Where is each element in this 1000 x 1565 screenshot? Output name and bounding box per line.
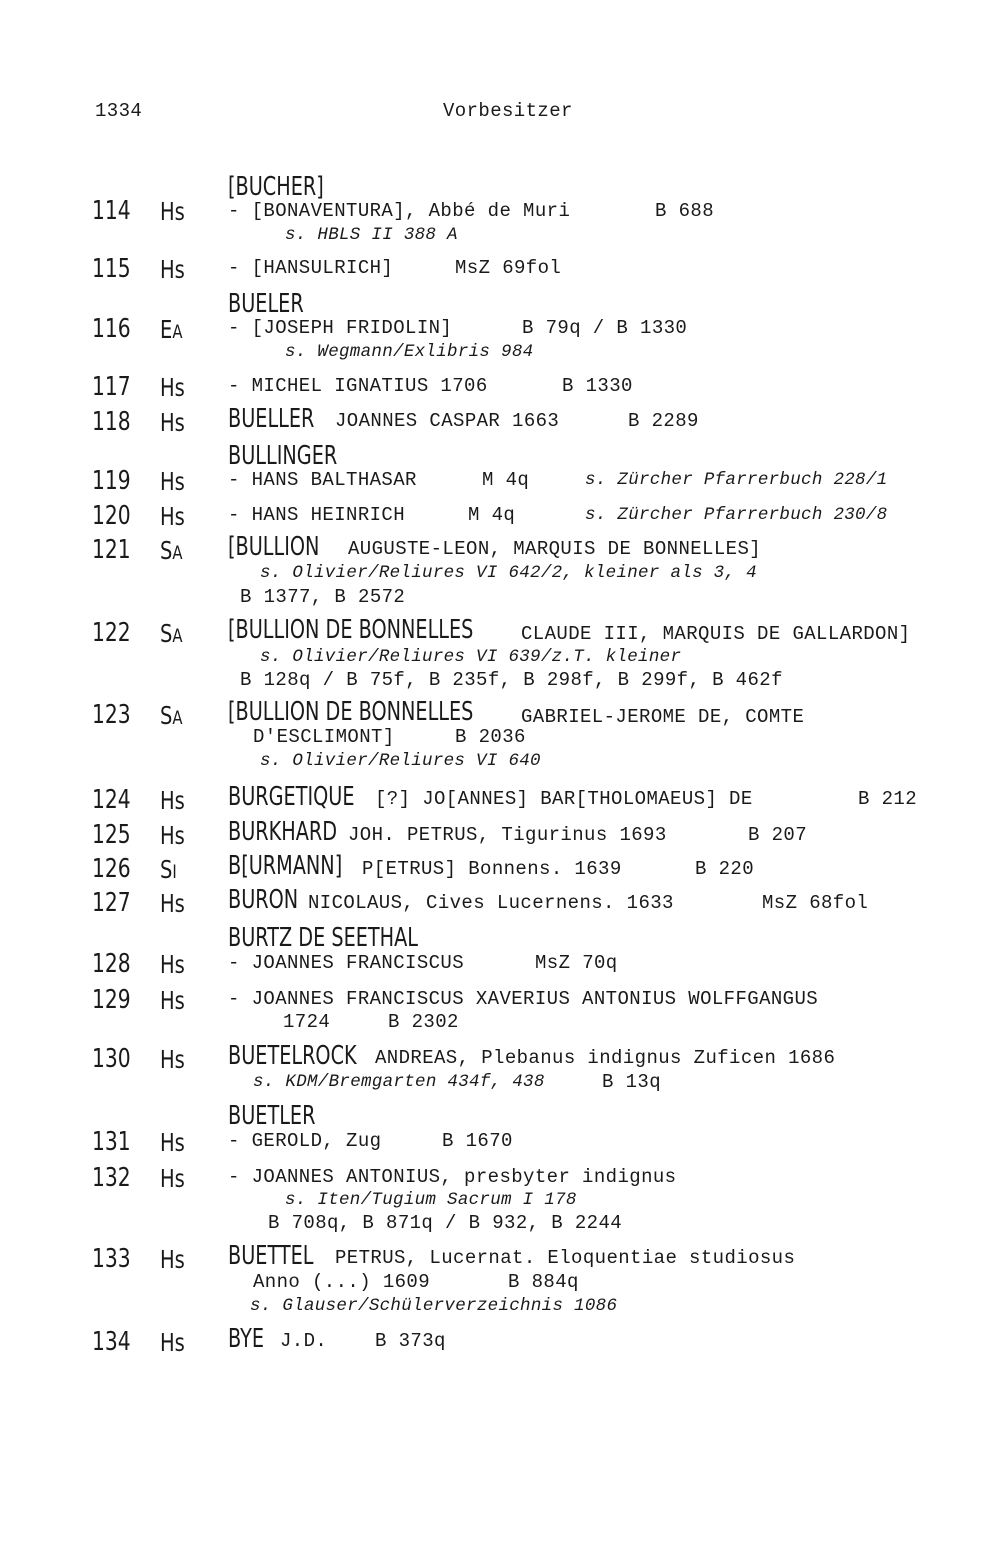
entry-text: J.D.: [280, 1330, 328, 1352]
entry-note: s. Olivier/Reliures VI 639/z.T. kleiner: [260, 647, 682, 667]
entry-kind: Hs: [160, 467, 185, 496]
entry-ref: B 207: [748, 824, 808, 846]
group-heading-bueler: BUELER: [228, 289, 304, 319]
entry-number: 129: [92, 985, 131, 1015]
entry-ref: MsZ 69fol: [455, 257, 562, 279]
entry-heading: BURON: [228, 885, 299, 915]
entry-number: 126: [92, 854, 131, 884]
entry-number: 133: [92, 1244, 131, 1274]
entry-ref: M 4q: [482, 469, 530, 491]
entry-heading: BYE: [228, 1324, 265, 1354]
entry-number: 121: [92, 535, 131, 565]
entry-number: 131: [92, 1127, 131, 1157]
entry-text-cont: Anno (...) 1609: [253, 1271, 431, 1293]
entry-text: AUGUSTE-LEON, MARQUIS DE BONNELLES]: [348, 538, 762, 560]
entry-text: NICOLAUS, Cives Lucernens. 1633: [308, 892, 674, 914]
entry-kind: Hs: [160, 197, 185, 226]
entry-number: 114: [92, 196, 131, 226]
entry-text: ANDREAS, Plebanus indignus Zuficen 1686: [375, 1047, 836, 1069]
entry-kind: Hs: [160, 1045, 185, 1074]
entry-number: 134: [92, 1327, 131, 1357]
entry-number: 117: [92, 372, 131, 402]
entry-note: s. Olivier/Reliures VI 642/2, kleiner als 3, 4: [260, 563, 757, 583]
entry-number: 115: [92, 254, 131, 284]
entry-number: 116: [92, 314, 131, 344]
entry-text: - HANS HEINRICH: [228, 504, 406, 526]
entry-text: CLAUDE III, MARQUIS DE GALLARDON]: [521, 623, 911, 645]
group-heading-buetler: BUETLER: [228, 1101, 316, 1131]
entry-note: s. Zürcher Pfarrerbuch 228/1: [585, 470, 888, 490]
entry-heading: BURGETIQUE: [228, 782, 355, 812]
entry-ref: B 79q / B 1330: [522, 317, 688, 339]
entry-kind: Hs: [160, 986, 185, 1015]
entry-text: - JOANNES ANTONIUS, presbyter indignus: [228, 1166, 677, 1188]
entry-heading: BUETELROCK: [228, 1041, 357, 1071]
entry-ref: B 884q: [508, 1271, 579, 1293]
page-number: 1334: [95, 100, 143, 122]
entry-ref: M 4q: [468, 504, 516, 526]
entry-ref: B 2302: [388, 1011, 459, 1033]
entry-text: - [JOSEPH FRIDOLIN]: [228, 317, 453, 339]
entry-text: JOH. PETRUS, Tigurinus 1693: [348, 824, 667, 846]
entry-ref: B 1377, B 2572: [240, 586, 406, 608]
entry-number: 123: [92, 700, 131, 730]
entry-kind: Hs: [160, 1164, 185, 1193]
entry-kind: Hs: [160, 373, 185, 402]
entry-text: - MICHEL IGNATIUS 1706: [228, 375, 488, 397]
entry-text: P[ETRUS] Bonnens. 1639: [362, 858, 622, 880]
entry-heading: BUETTEL: [228, 1241, 314, 1271]
entry-text: - JOANNES FRANCISCUS XAVERIUS ANTONIUS WOLFFGANGUS: [228, 988, 819, 1010]
entry-note: s. Olivier/Reliures VI 640: [260, 751, 541, 771]
entry-ref: B 220: [695, 858, 755, 880]
entry-ref: B 13q: [602, 1071, 662, 1093]
running-title: Vorbesitzer: [443, 100, 573, 122]
entry-heading: B[URMANN]: [228, 851, 343, 881]
entry-ref: B 688: [655, 200, 715, 222]
entry-kind: Hs: [160, 502, 185, 531]
group-heading-burtz: BURTZ DE SEETHAL: [228, 923, 419, 953]
entry-number: 132: [92, 1163, 131, 1193]
entry-ref: B 128q / B 75f, B 235f, B 298f, B 299f, B 462f: [240, 669, 783, 691]
entry-kind: Hs: [160, 821, 185, 850]
entry-text: - [HANSULRICH]: [228, 257, 394, 279]
entry-kind: Hs: [160, 1328, 185, 1357]
entry-kind: EA: [160, 315, 183, 344]
entry-kind: Hs: [160, 889, 185, 918]
entry-heading: [BULLION DE BONNELLES: [228, 697, 474, 727]
entry-heading: BUELLER: [228, 404, 315, 434]
entry-kind: Hs: [160, 1128, 185, 1157]
entry-note: s. Glauser/Schülerverzeichnis 1086: [250, 1296, 618, 1316]
entry-text: - HANS BALTHASAR: [228, 469, 417, 491]
entry-text: PETRUS, Lucernat. Eloquentiae studiosus: [335, 1247, 796, 1269]
entry-text: - JOANNES FRANCISCUS: [228, 952, 465, 974]
entry-ref: MsZ 68fol: [762, 892, 869, 914]
entry-kind: SA: [160, 701, 183, 730]
entry-number: 130: [92, 1044, 131, 1074]
entry-note: s. HBLS II 388 A: [285, 225, 458, 245]
entry-ref: B 2289: [628, 410, 699, 432]
entry-kind: SI: [160, 855, 177, 884]
entry-heading: BURKHARD: [228, 817, 338, 847]
entry-ref: B 2036: [455, 726, 526, 748]
entry-text-cont: 1724: [283, 1011, 331, 1033]
entry-note: s. Zürcher Pfarrerbuch 230/8: [585, 505, 888, 525]
entry-note: s. Iten/Tugium Sacrum I 178: [285, 1190, 577, 1210]
entry-text: JOANNES CASPAR 1663: [335, 410, 560, 432]
entry-text: [?] JO[ANNES] BAR[THOLOMAEUS] DE: [375, 788, 753, 810]
entry-ref: MsZ 70q: [535, 952, 618, 974]
entry-kind: Hs: [160, 408, 185, 437]
entry-note: s. Wegmann/Exlibris 984: [285, 342, 534, 362]
entry-ref: B 373q: [375, 1330, 446, 1352]
entry-number: 119: [92, 466, 131, 496]
entry-number: 118: [92, 407, 131, 437]
entry-number: 120: [92, 501, 131, 531]
group-heading-bullinger: BULLINGER: [228, 441, 338, 471]
entry-ref: B 1330: [562, 375, 633, 397]
entry-ref: B 212: [858, 788, 918, 810]
entry-ref: B 708q, B 871q / B 932, B 2244: [268, 1212, 623, 1234]
entry-text: GABRIEL-JEROME DE, COMTE: [521, 706, 805, 728]
entry-kind: Hs: [160, 255, 185, 284]
entry-kind: SA: [160, 536, 183, 565]
entry-number: 128: [92, 949, 131, 979]
entry-kind: Hs: [160, 786, 185, 815]
entry-text-cont: D'ESCLIMONT]: [253, 726, 395, 748]
entry-kind: SA: [160, 619, 183, 648]
entry-number: 125: [92, 820, 131, 850]
group-heading-bucher: [BUCHER]: [228, 172, 324, 202]
entry-kind: Hs: [160, 1245, 185, 1274]
entry-text: - GEROLD, Zug: [228, 1130, 382, 1152]
entry-number: 122: [92, 618, 131, 648]
entry-text: - [BONAVENTURA], Abbé de Muri: [228, 200, 571, 222]
entry-number: 124: [92, 785, 131, 815]
entry-heading: [BULLION: [228, 532, 320, 562]
entry-ref: B 1670: [442, 1130, 513, 1152]
entry-note: s. KDM/Bremgarten 434f, 438: [253, 1072, 545, 1092]
entry-number: 127: [92, 888, 131, 918]
entry-heading: [BULLION DE BONNELLES: [228, 615, 474, 645]
entry-kind: Hs: [160, 950, 185, 979]
